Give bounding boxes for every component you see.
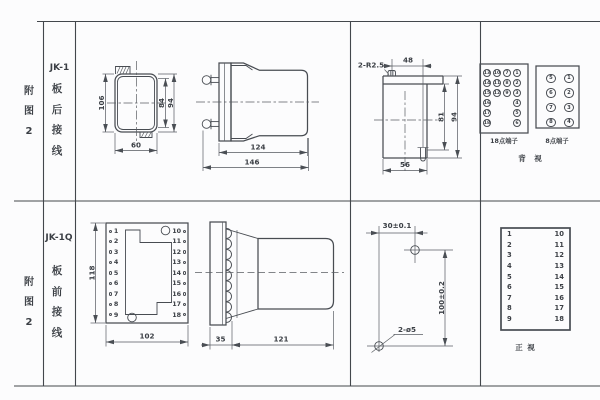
terminal-bumps bbox=[227, 228, 232, 322]
terminal-circle: 2 bbox=[513, 79, 522, 88]
terminal-circle: 14 bbox=[483, 80, 491, 86]
terminal-dot-icon bbox=[109, 261, 112, 264]
drilling-plan-drawing bbox=[366, 221, 453, 353]
figure-label-row1: 附 图 2 bbox=[24, 86, 34, 137]
terminal-dot-icon bbox=[109, 282, 112, 285]
block-8-caption: 8点端子 bbox=[545, 138, 569, 145]
terminal-dot-icon bbox=[109, 250, 112, 253]
terminal-circle: 18 bbox=[483, 120, 491, 126]
model-label-jk1: JK-1 bbox=[49, 63, 70, 73]
extension-lines bbox=[383, 76, 462, 175]
rear-cutout-drawing bbox=[358, 56, 462, 175]
terminal-block-18 bbox=[482, 68, 522, 128]
terminal-circle: 5 bbox=[513, 109, 522, 118]
dim-81: 81 bbox=[436, 111, 446, 123]
terminal-circle: 6 bbox=[546, 88, 555, 97]
terminal-dot-icon bbox=[183, 261, 186, 264]
terminal-dot-icon bbox=[183, 250, 186, 253]
terminal-block-8 bbox=[542, 71, 578, 130]
front-side-view-drawing bbox=[195, 222, 344, 350]
dim-holes: 2-ø5 bbox=[398, 325, 416, 334]
terminal-dot-icon bbox=[109, 230, 112, 233]
terminal-circle: 15 bbox=[483, 90, 491, 96]
terminal-circle: 17 bbox=[483, 110, 491, 116]
relay-body bbox=[258, 239, 334, 310]
terminal-circle: 6 bbox=[513, 119, 522, 128]
dim-48: 48 bbox=[402, 55, 414, 65]
front-plate bbox=[210, 222, 226, 325]
terminal-circle: 5 bbox=[546, 74, 555, 83]
panel-terminals-left: 1 2 3 4 5 6 7 8 9 bbox=[109, 228, 127, 318]
panel-terminals-right: 10 11 12 13 14 15 16 17 18 bbox=[167, 228, 186, 318]
block-18-caption: 18点端子 bbox=[490, 138, 518, 145]
dim-corner-radius: 2-R2.5 bbox=[357, 60, 385, 70]
terminal-circle: 7 bbox=[546, 103, 555, 112]
rear-front-view-drawing bbox=[97, 61, 177, 154]
terminal-circle: 2 bbox=[564, 88, 573, 97]
front-table-right-column: 10 11 12 13 14 15 16 17 18 bbox=[554, 230, 564, 323]
dim-56: 56 bbox=[399, 160, 411, 169]
rear-side-view-drawing bbox=[196, 63, 319, 171]
socket-cutout bbox=[126, 230, 172, 315]
terminal-dot-icon bbox=[183, 240, 186, 243]
terminal-circle: 10 bbox=[493, 70, 501, 76]
terminal-dot-icon bbox=[109, 313, 112, 316]
dim-94: 94 bbox=[166, 97, 175, 109]
dim-60: 60 bbox=[130, 140, 142, 150]
wiring-label-row1: 板 后 接 线 bbox=[51, 83, 63, 157]
terminal-circle: 8 bbox=[503, 79, 512, 88]
terminal-circle: 4 bbox=[564, 118, 573, 127]
mounting-screw-top bbox=[202, 75, 219, 85]
model-label-jk1q: JK-1Q bbox=[45, 233, 73, 243]
dim-121: 121 bbox=[273, 334, 289, 344]
terminal-circle: 12 bbox=[493, 90, 501, 96]
dim-100: 100±0.2 bbox=[437, 281, 446, 315]
terminal-circle: 7 bbox=[503, 69, 512, 78]
dim-84: 84 bbox=[157, 97, 166, 109]
mounting-screw-bottom bbox=[202, 119, 219, 129]
terminal-circle: 16 bbox=[483, 100, 491, 106]
rear-view-caption: 背 视 bbox=[518, 154, 542, 163]
terminal-dot-icon bbox=[109, 240, 112, 243]
dim-30: 30±0.1 bbox=[382, 221, 412, 230]
terminal-dot-icon bbox=[183, 303, 186, 306]
dim-102: 102 bbox=[139, 331, 155, 341]
dim-118: 118 bbox=[87, 265, 97, 281]
front-view-caption: 正 视 bbox=[515, 343, 535, 352]
terminal-circle: 9 bbox=[503, 89, 512, 98]
bottom-screw-slot bbox=[421, 148, 426, 162]
wiring-label-row2: 板 前 接 线 bbox=[51, 265, 63, 339]
dim-94b: 94 bbox=[449, 111, 459, 123]
terminal-circle: 1 bbox=[564, 74, 573, 83]
dim-124: 124 bbox=[250, 142, 266, 152]
terminal-dot-icon bbox=[183, 292, 186, 295]
front-table-left-column: 1 2 3 4 5 6 7 8 9 bbox=[507, 230, 512, 323]
extension-lines bbox=[210, 311, 334, 350]
terminal-circle: 13 bbox=[483, 70, 491, 76]
terminal-circle: 11 bbox=[493, 80, 501, 86]
terminal-circle: 4 bbox=[513, 99, 522, 108]
terminal-circle: 3 bbox=[564, 103, 573, 112]
figure-label-row2: 附 图 2 bbox=[24, 277, 34, 328]
terminal-dot-icon bbox=[183, 282, 186, 285]
terminal-dot-icon bbox=[109, 292, 112, 295]
terminal-dot-icon bbox=[109, 303, 112, 306]
dim-106: 106 bbox=[97, 95, 106, 111]
terminal-dot-icon bbox=[183, 230, 186, 233]
dim-35: 35 bbox=[215, 334, 226, 344]
terminal-circle: 8 bbox=[546, 118, 555, 127]
terminal-dot-icon bbox=[109, 271, 112, 274]
dim-146: 146 bbox=[244, 157, 260, 167]
terminal-dot-icon bbox=[183, 271, 186, 274]
terminal-circle: 1 bbox=[513, 69, 522, 78]
terminal-dot-icon bbox=[183, 313, 186, 316]
terminal-circle: 3 bbox=[513, 89, 522, 98]
